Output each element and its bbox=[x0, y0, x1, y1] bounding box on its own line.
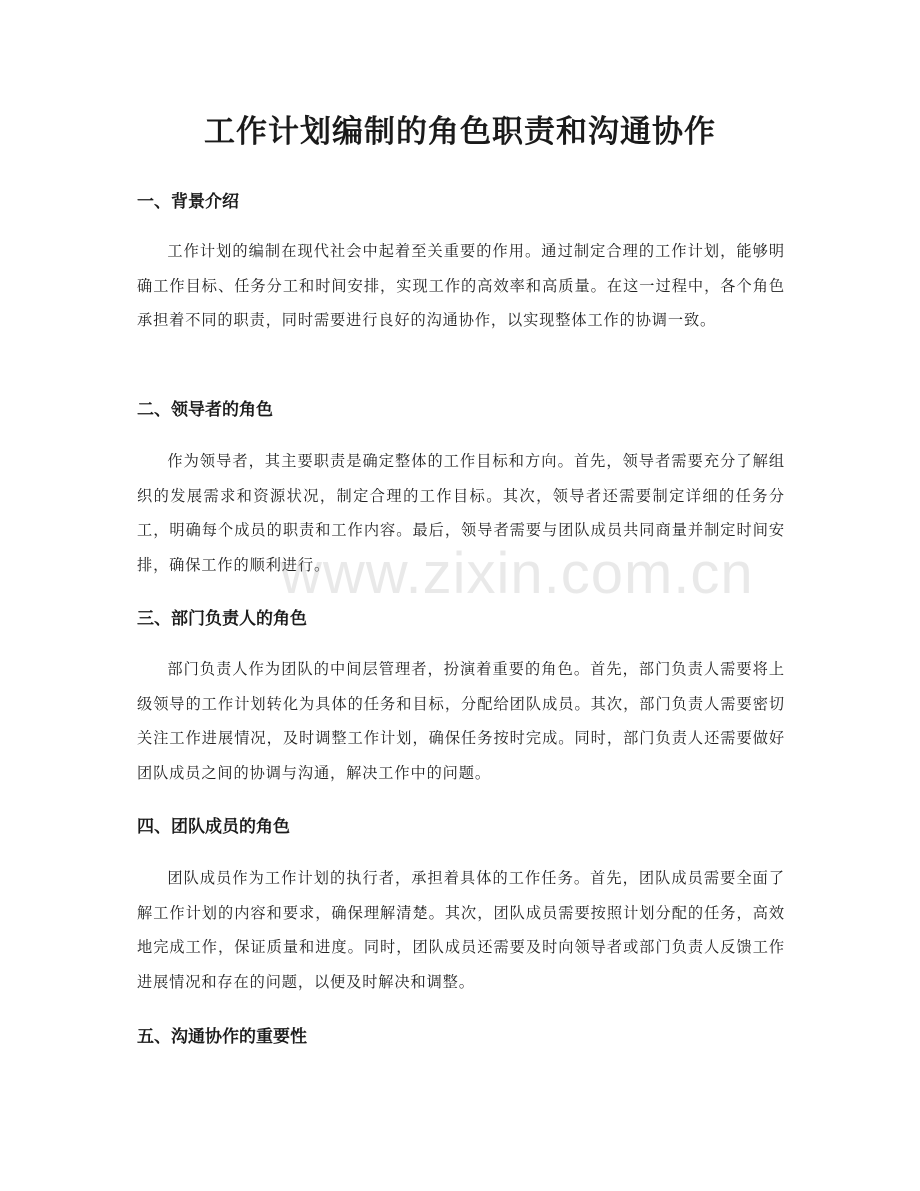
section-paragraph-team-member: 团队成员作为工作计划的执行者，承担着具体的工作任务。首先，团队成员需要全面了解工作计划的内容和要求，确保理解清楚。其次，团队成员需要按照计划分配的任务，高效地完成工作，保证质量和进度。同时，团队成员还需要及时向领导者或部门负责人反馈工作进展情况和存在的问题，以便及时解决和调整。 bbox=[137, 869, 785, 991]
section-paragraph-background: 工作计划的编制在现代社会中起着至关重要的作用。通过制定合理的工作计划，能够明确工作目标、任务分工和时间安排，实现工作的高效率和高质量。在这一过程中，各个角色承担着不同的职责，同时需要进行良好的沟通协作，以实现整体工作的协调一致。 bbox=[137, 242, 785, 329]
watermark-text: www.zixin.com.cn bbox=[280, 541, 754, 606]
section-heading-department-head: 三、部门负责人的角色 bbox=[137, 609, 307, 629]
section-paragraph-department-head: 部门负责人作为团队的中间层管理者，扮演着重要的角色。首先，部门负责人需要将上级领导的工作计划转化为具体的任务和目标，分配给团队成员。其次，部门负责人需要密切关注工作进展情况，及时调整工作计划，确保任务按时完成。同时，部门负责人还需要做好团队成员之间的协调与沟通，解决工作中的问题。 bbox=[137, 660, 785, 782]
section-heading-leader: 二、领导者的角色 bbox=[137, 400, 273, 420]
page-title: 工作计划编制的角色职责和沟通协作 bbox=[204, 114, 716, 150]
section-heading-communication: 五、沟通协作的重要性 bbox=[137, 1027, 307, 1047]
section-heading-team-member: 四、团队成员的角色 bbox=[137, 817, 290, 837]
section-heading-background: 一、背景介绍 bbox=[137, 192, 239, 212]
section-paragraph-leader: 作为领导者，其主要职责是确定整体的工作目标和方向。首先，领导者需要充分了解组织的发展需求和资源状况，制定合理的工作目标。其次，领导者还需要制定详细的任务分工，明确每个成员的职责和工作内容。最后，领导者需要与团队成员共同商量并制定时间安排，确保工作的顺利进行。 bbox=[137, 452, 785, 574]
